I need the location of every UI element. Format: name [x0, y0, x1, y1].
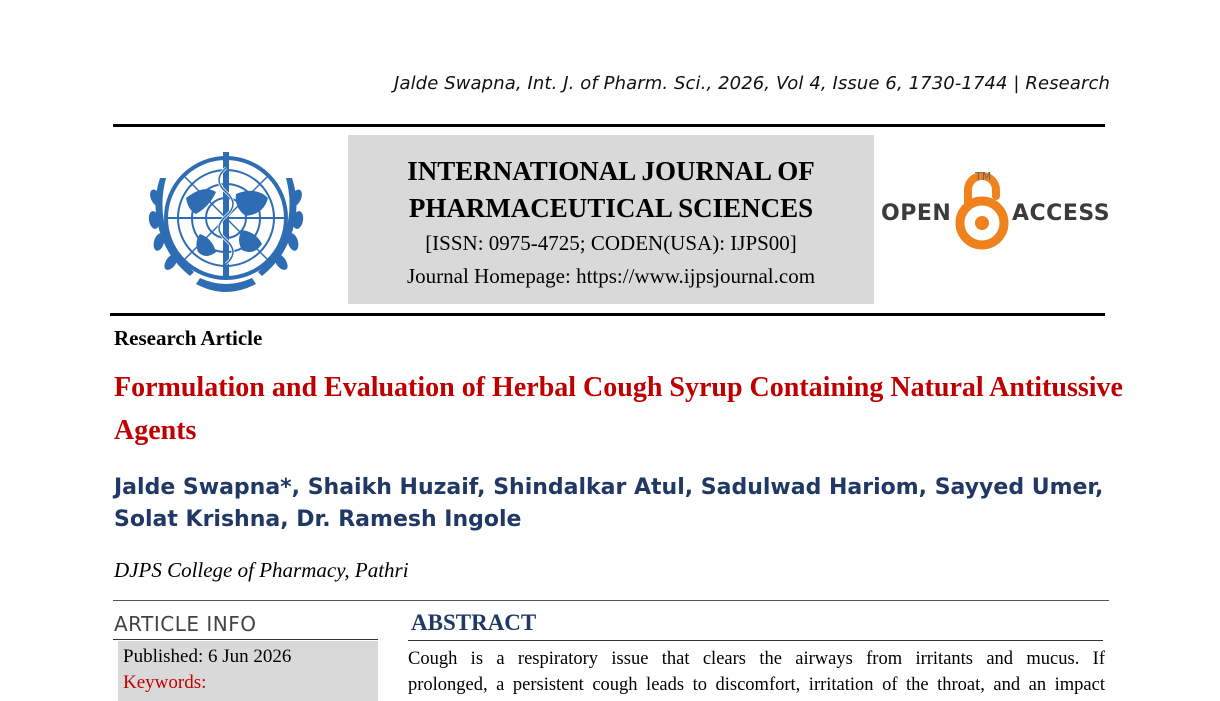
open-access-tm: TM	[975, 170, 992, 183]
published-date: Published: 6 Jun 2026	[123, 646, 292, 667]
article-info-rule	[113, 639, 378, 640]
journal-name-line-1: INTERNATIONAL JOURNAL OF	[407, 156, 815, 186]
abstract-line-1: Cough is a respiratory issue that clears the airways from irritants and mucus. If	[408, 649, 1105, 669]
journal-title-box	[348, 135, 874, 304]
author-list	[114, 472, 1114, 536]
section-divider	[113, 600, 1109, 601]
article-info-heading: ARTICLE INFO	[114, 612, 257, 636]
abstract-heading: ABSTRACT	[411, 610, 537, 635]
article-title: Formulation and Evaluation of Herbal Cough Syrup Containing Natural Antitussive Agents	[114, 372, 1123, 446]
abstract-text	[408, 646, 1105, 698]
open-access-open-word: OPEN	[881, 201, 952, 226]
keywords-label: Keywords:	[123, 672, 207, 693]
authors-line-1: Jalde Swapna*, Shaikh Huzaif, Shindalkar Atul, Sadulwad Hariom, Sayyed Umer,	[114, 475, 1104, 500]
citation-header: Jalde Swapna, Int. J. of Pharm. Sci., 2026, Vol 4, Issue 6, 1730-1744 | Research	[394, 73, 1110, 94]
open-access-access-word: ACCESS	[1012, 201, 1111, 226]
journal-name	[348, 153, 874, 227]
authors-line-2: Solat Krishna, Dr. Ramesh Ingole	[114, 507, 522, 532]
journal-homepage: Journal Homepage: https://www.ijpsjournal.com	[406, 264, 816, 288]
article-info-box	[118, 641, 378, 701]
top-rule	[113, 124, 1105, 127]
open-access-logo	[878, 160, 1110, 256]
abstract-line-2: prolonged, a persistent cough leads to discomfort, irritation of the throat, and an impact	[408, 675, 1105, 695]
journal-emblem-logo	[126, 138, 326, 310]
header-bottom-rule	[110, 313, 1105, 316]
journal-issn: [ISSN: 0975-4725; CODEN(USA): IJPS00]	[425, 231, 797, 255]
journal-name-line-2: PHARMACEUTICAL SCIENCES	[408, 193, 814, 223]
article-type: Research Article	[114, 326, 263, 350]
affiliation: DJPS College of Pharmacy, Pathri	[114, 558, 409, 582]
abstract-rule	[408, 640, 1103, 641]
